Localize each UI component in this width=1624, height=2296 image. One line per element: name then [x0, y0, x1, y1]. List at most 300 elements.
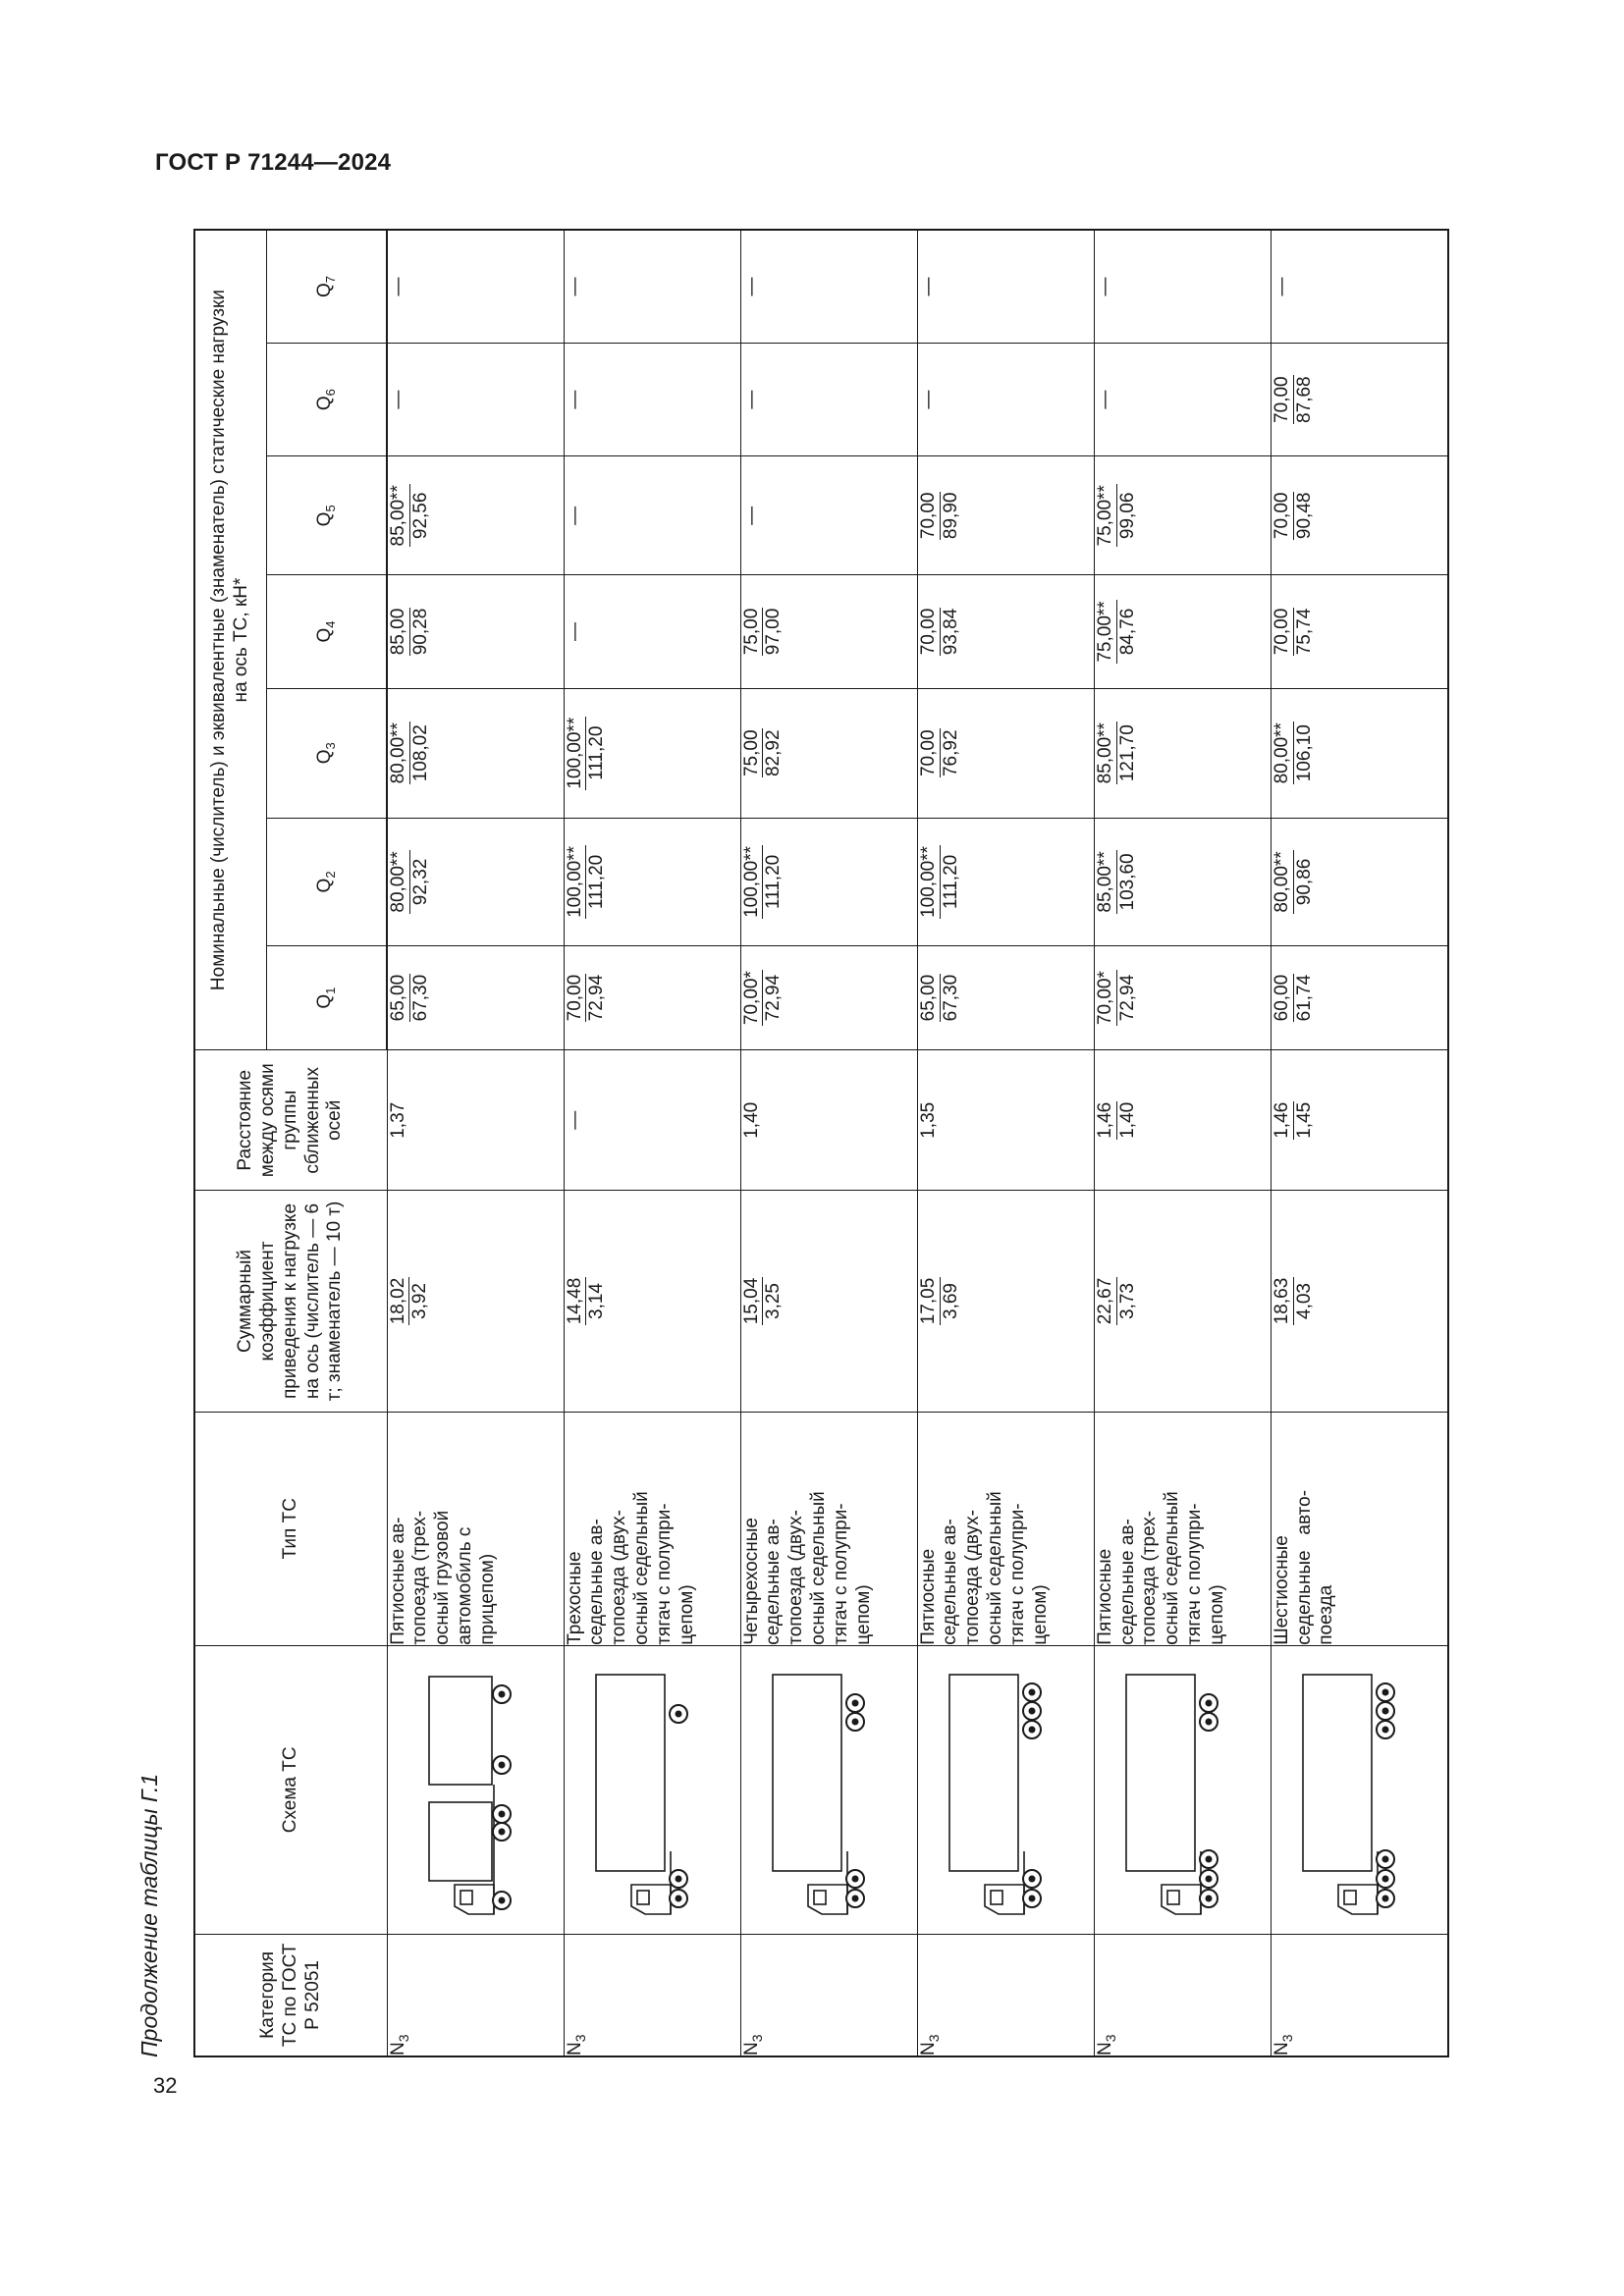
numerator: 100,00** — [564, 717, 585, 789]
q2-cell — [387, 818, 564, 945]
q4-cell — [387, 575, 564, 688]
numerator: 100,00** — [564, 845, 585, 918]
denominator: 82,92 — [763, 729, 785, 777]
denominator: 3,14 — [586, 1283, 608, 1319]
header-loads: Номинальные (числитель) и эквивалентные (знаменатель) статические нагрузки на ось ТС, кН* — [194, 230, 266, 1050]
vehicle-type-line: Шестиосные — [1271, 1535, 1292, 1645]
category-letter: N — [1271, 2042, 1292, 2056]
q1-cell — [1271, 946, 1448, 1050]
vehicle-type-cell — [1271, 1412, 1448, 1645]
category-cell — [740, 1934, 917, 2056]
q1-value-fraction — [918, 974, 962, 1023]
scheme-cell — [1271, 1645, 1448, 1934]
wheel-hub-icon — [675, 1711, 681, 1718]
numerator: 100,00** — [917, 845, 939, 918]
wheel-hub-icon — [1205, 1896, 1212, 1902]
numerator: 75,00** — [1094, 485, 1115, 547]
q4-cell — [740, 575, 917, 688]
denominator: 72,94 — [763, 974, 785, 1022]
numerator: 17,05 — [917, 1277, 939, 1325]
vehicle-scheme-icon — [1272, 1657, 1419, 1922]
distance-value: — — [564, 1110, 585, 1130]
vehicle-scheme-icon — [565, 1657, 712, 1922]
numerator: 85,00** — [1094, 851, 1115, 913]
wheel-hub-icon — [1205, 1700, 1212, 1707]
category-cell — [1271, 1934, 1448, 2056]
vehicle-type-cell — [740, 1412, 917, 1645]
vehicle-type-line: топоезда (трех- — [1139, 1510, 1161, 1645]
denominator: 75,74 — [1293, 608, 1315, 656]
numerator: 75,00 — [740, 729, 762, 777]
table-row — [387, 230, 564, 2056]
coef-cell — [917, 1191, 1094, 1412]
numerator: 70,00 — [917, 492, 939, 540]
q3-value-fraction — [918, 728, 962, 777]
denominator: 111,20 — [586, 725, 608, 780]
wheel-hub-icon — [851, 1876, 858, 1883]
vehicle-type-line: осный седельный — [808, 1491, 830, 1645]
q2-value-fraction — [388, 850, 432, 913]
category-cell — [387, 1934, 564, 2056]
semitrailer-body-icon — [1126, 1675, 1195, 1871]
q7-value: — — [917, 277, 939, 296]
q-letter: Q — [314, 396, 336, 411]
q5-cell — [917, 456, 1094, 575]
denominator: 4,03 — [1293, 1283, 1315, 1319]
q2-cell — [564, 818, 740, 945]
header-scheme: Схема ТС — [194, 1645, 387, 1934]
q3-value-fraction — [1095, 721, 1139, 784]
q6-cell — [917, 343, 1094, 455]
denominator: 76,92 — [940, 729, 961, 777]
q5-cell — [1094, 456, 1271, 575]
page-number: 32 — [153, 2073, 178, 2098]
header-coef: Суммарный коэффициент приведения к нагрузке на ось (числитель — 6 т; знаменатель — 10 т) — [194, 1191, 387, 1412]
distance-value: 1,35 — [917, 1101, 939, 1139]
vehicle-type-cell — [917, 1412, 1094, 1645]
q2-value-fraction — [1272, 850, 1316, 913]
denominator: 61,74 — [1293, 974, 1315, 1022]
q2-cell — [740, 818, 917, 945]
vehicle-type-line: тягач с полупри- — [653, 1503, 675, 1645]
q2-cell — [1094, 818, 1271, 945]
numerator: 75,00** — [1094, 601, 1115, 663]
q4-value-fraction — [1095, 600, 1139, 663]
q-subscript: 4 — [322, 620, 338, 628]
wheel-hub-icon — [1381, 1896, 1388, 1902]
q4-cell — [1271, 575, 1448, 688]
rotated-table-sheet — [136, 229, 1449, 2057]
denominator: 92,56 — [409, 492, 431, 540]
numerator: 18,02 — [387, 1277, 408, 1325]
q2-cell — [1271, 818, 1448, 945]
header-q7 — [266, 230, 387, 343]
vehicle-type-cell — [387, 1412, 564, 1645]
numerator: 60,00 — [1271, 974, 1292, 1022]
q3-cell — [1094, 688, 1271, 818]
table-row — [1271, 230, 1448, 2056]
q7-value: — — [1271, 277, 1292, 296]
distance-cell — [387, 1050, 564, 1191]
numerator: 70,00 — [1271, 376, 1292, 423]
numerator: 15,04 — [740, 1277, 762, 1325]
distance-value-fraction — [1272, 1101, 1316, 1140]
vehicle-type-line: топоезда (двух- — [609, 1510, 630, 1645]
vehicle-scheme-icon — [741, 1657, 889, 1922]
vehicle-type-line: цепом) — [676, 1584, 697, 1645]
q6-value-fraction — [1272, 375, 1316, 424]
coef-value-fraction — [1095, 1277, 1139, 1326]
wheel-hub-icon — [1028, 1708, 1035, 1715]
q2-value-fraction — [918, 845, 962, 919]
numerator: 80,00** — [1271, 722, 1292, 784]
vehicle-type-line: цепом) — [1029, 1584, 1051, 1645]
coef-value-fraction — [918, 1277, 962, 1326]
vehicle-type-line: седельные авто- — [1293, 1489, 1315, 1645]
category-letter: N — [564, 2042, 585, 2056]
denominator: 111,20 — [763, 854, 785, 910]
q6-cell — [564, 343, 740, 455]
vehicle-type-line: седельные ав- — [940, 1519, 961, 1645]
q3-value-fraction — [741, 728, 785, 777]
numerator: 70,00 — [917, 729, 939, 777]
wheel-hub-icon — [498, 1691, 505, 1698]
vehicle-type-line: Пятиосные ав- — [387, 1517, 408, 1645]
q2-cell — [917, 818, 1094, 945]
q-subscript: 2 — [322, 871, 338, 879]
q-letter: Q — [314, 878, 336, 893]
q-letter: Q — [314, 627, 336, 643]
wheel-hub-icon — [1028, 1727, 1035, 1734]
numerator: 80,00** — [388, 851, 408, 913]
q5-cell — [564, 456, 740, 575]
vehicle-scheme-icon — [388, 1657, 535, 1922]
document-header: ГОСТ Р 71244—2024 — [155, 149, 392, 176]
wheel-hub-icon — [675, 1896, 681, 1902]
category-letter: N — [740, 2042, 762, 2056]
numerator: 70,00* — [740, 971, 762, 1026]
distance-value: 1,37 — [387, 1101, 408, 1139]
vehicle-type-line: топоезда (двух- — [785, 1510, 807, 1645]
wheel-hub-icon — [498, 1897, 505, 1904]
wheel-hub-icon — [1381, 1708, 1388, 1715]
q4-value: — — [564, 621, 585, 641]
category-subscript: 3 — [395, 2034, 411, 2043]
category-letter: N — [917, 2042, 939, 2056]
distance-value: 1,40 — [740, 1101, 762, 1139]
coef-value-fraction — [388, 1277, 432, 1326]
numerator: 1,46 — [1271, 1101, 1292, 1139]
q-letter: Q — [314, 283, 336, 297]
q1-cell — [917, 946, 1094, 1050]
q6-value: — — [388, 390, 408, 409]
q1-value-fraction — [388, 974, 432, 1023]
cab-window-icon — [814, 1891, 826, 1904]
q7-value: — — [740, 277, 762, 296]
q1-value-fraction — [741, 970, 785, 1026]
q3-cell — [1271, 688, 1448, 818]
distance-cell — [564, 1050, 740, 1191]
q5-value-fraction — [388, 484, 432, 547]
q7-cell — [564, 230, 740, 343]
q3-value-fraction — [388, 721, 432, 784]
scheme-cell — [1094, 1645, 1271, 1934]
trailer-body-icon — [429, 1677, 492, 1785]
category-letter: N — [387, 2042, 408, 2056]
distance-value-fraction — [1095, 1101, 1139, 1140]
q7-value: — — [388, 277, 408, 296]
denominator: 111,20 — [940, 854, 961, 910]
q5-value: — — [740, 506, 762, 525]
vehicle-type-line: прицепом) — [476, 1553, 498, 1645]
category-cell — [1094, 1934, 1271, 2056]
vehicle-type-line: цепом) — [852, 1584, 874, 1645]
distance-cell — [740, 1050, 917, 1191]
vehicle-type-line: тягач с полупри- — [830, 1503, 851, 1645]
coef-cell — [387, 1191, 564, 1412]
wheel-hub-icon — [851, 1719, 858, 1726]
numerator: 85,00** — [1094, 722, 1115, 784]
wheel-hub-icon — [1028, 1689, 1035, 1696]
denominator: 1,40 — [1116, 1101, 1138, 1139]
numerator: 100,00** — [740, 845, 762, 918]
distance-cell — [1094, 1050, 1271, 1191]
q6-cell — [1271, 343, 1448, 455]
q7-cell — [387, 230, 564, 343]
vehicle-type-line: топоезда (двух- — [962, 1510, 984, 1645]
numerator: 80,00** — [1271, 851, 1292, 913]
wheel-hub-icon — [498, 1762, 505, 1769]
header-category: Категория ТС по ГОСТ Р 52051 — [194, 1934, 387, 2056]
vehicle-type-line: автомобиль с — [454, 1526, 475, 1645]
q7-cell — [917, 230, 1094, 343]
denominator: 72,94 — [1116, 974, 1138, 1022]
coef-cell — [740, 1191, 917, 1412]
denominator: 3,69 — [940, 1283, 961, 1319]
denominator: 3,25 — [763, 1283, 785, 1319]
numerator: 70,00 — [917, 608, 939, 656]
q1-value-fraction — [565, 974, 609, 1023]
header-q4 — [266, 575, 387, 688]
q-letter: Q — [314, 993, 336, 1009]
q7-cell — [1094, 230, 1271, 343]
header-q3 — [266, 688, 387, 818]
q2-value-fraction — [1095, 850, 1139, 913]
category-subscript: 3 — [925, 2034, 942, 2043]
numerator: 65,00 — [917, 974, 939, 1022]
category-subscript: 3 — [1102, 2034, 1118, 2043]
q4-value-fraction — [388, 608, 432, 657]
coef-value-fraction — [741, 1277, 785, 1326]
q2-value-fraction — [741, 845, 785, 919]
semitrailer-body-icon — [596, 1675, 665, 1871]
q6-value: — — [564, 390, 585, 409]
denominator: 103,60 — [1116, 853, 1138, 911]
numerator: 70,00 — [1271, 608, 1292, 656]
vehicle-type-line: поезда — [1316, 1584, 1337, 1645]
q6-cell — [740, 343, 917, 455]
header-q5 — [266, 456, 387, 575]
vehicle-type-line: Четырехосные — [740, 1518, 762, 1645]
category-subscript: 3 — [748, 2034, 765, 2043]
denominator: 90,86 — [1293, 858, 1315, 906]
q-subscript: 7 — [322, 275, 338, 284]
header-q6 — [266, 343, 387, 455]
q3-cell — [917, 688, 1094, 818]
cab-window-icon — [1167, 1891, 1179, 1904]
vehicle-type-line: осный седельный — [985, 1491, 1006, 1645]
distance-cell — [917, 1050, 1094, 1191]
q6-cell — [1094, 343, 1271, 455]
category-subscript: 3 — [1278, 2034, 1295, 2043]
truck-body-icon — [429, 1802, 492, 1881]
header-q1 — [266, 946, 387, 1050]
numerator: 70,00 — [1271, 492, 1292, 540]
vehicle-type-line: топоезда (трех- — [409, 1510, 431, 1645]
numerator: 85,00** — [388, 485, 408, 547]
table-caption: Продолжение таблицы Г.1 — [136, 1773, 162, 2057]
denominator: 111,20 — [586, 854, 608, 910]
vehicle-type-cell — [1094, 1412, 1271, 1645]
q3-cell — [387, 688, 564, 818]
wheel-hub-icon — [1205, 1719, 1212, 1726]
header-q2 — [266, 818, 387, 945]
q-subscript: 5 — [322, 505, 338, 512]
numerator: 65,00 — [388, 974, 408, 1022]
q7-cell — [740, 230, 917, 343]
denominator: 1,45 — [1293, 1101, 1315, 1139]
q-subscript: 3 — [322, 742, 338, 750]
wheel-hub-icon — [1381, 1689, 1388, 1696]
table-row — [740, 230, 917, 2056]
numerator: 18,63 — [1271, 1277, 1292, 1325]
wheel-hub-icon — [1381, 1876, 1388, 1883]
denominator: 89,90 — [940, 492, 961, 540]
scheme-cell — [740, 1645, 917, 1934]
wheel-hub-icon — [1028, 1896, 1035, 1902]
wheel-hub-icon — [498, 1829, 505, 1836]
vehicle-type-line: осный седельный — [1162, 1491, 1183, 1645]
semitrailer-body-icon — [949, 1675, 1018, 1871]
cab-window-icon — [637, 1891, 649, 1904]
scheme-cell — [917, 1645, 1094, 1934]
numerator: 75,00 — [740, 608, 762, 656]
distance-cell — [1271, 1050, 1448, 1191]
numerator: 70,00* — [1094, 971, 1115, 1026]
denominator: 3,92 — [409, 1283, 431, 1319]
header-type: Тип ТС — [194, 1412, 387, 1645]
denominator: 108,02 — [409, 724, 431, 782]
denominator: 90,28 — [409, 608, 431, 656]
q1-cell — [564, 946, 740, 1050]
denominator: 90,48 — [1293, 492, 1315, 540]
wheel-hub-icon — [1381, 1727, 1388, 1734]
q3-cell — [740, 688, 917, 818]
q-letter: Q — [314, 511, 336, 527]
q5-value-fraction — [918, 492, 962, 541]
vehicle-type-line: Пятиосные — [1094, 1548, 1115, 1645]
coef-value-fraction — [565, 1277, 609, 1326]
q4-value-fraction — [918, 608, 962, 657]
coef-cell — [1271, 1191, 1448, 1412]
denominator: 92,32 — [409, 858, 431, 906]
denominator: 3,73 — [1116, 1283, 1138, 1319]
wheel-hub-icon — [1028, 1876, 1035, 1883]
q-subscript: 1 — [322, 987, 338, 994]
q6-value: — — [740, 390, 762, 409]
semitrailer-body-icon — [773, 1675, 841, 1871]
denominator: 67,30 — [940, 974, 961, 1022]
vehicle-scheme-icon — [918, 1657, 1065, 1922]
vehicle-type-line: цепом) — [1206, 1584, 1227, 1645]
q1-cell — [740, 946, 917, 1050]
denominator: 97,00 — [763, 608, 785, 656]
category-subscript: 3 — [571, 2034, 588, 2043]
q5-cell — [1271, 456, 1448, 575]
vehicle-type-cell — [564, 1412, 740, 1645]
numerator: 85,00 — [388, 608, 408, 656]
wheel-hub-icon — [851, 1896, 858, 1902]
q7-value: — — [1094, 277, 1115, 296]
q4-value-fraction — [1272, 608, 1316, 657]
denominator: 121,70 — [1116, 724, 1138, 782]
table-row — [564, 230, 740, 2056]
q1-value-fraction — [1272, 974, 1316, 1023]
denominator: 84,76 — [1116, 608, 1138, 656]
cab-window-icon — [1344, 1891, 1356, 1904]
q5-cell — [387, 456, 564, 575]
table-body — [387, 230, 1448, 2056]
vehicle-type-line: Трехосные — [564, 1551, 585, 1645]
vehicle-type-line: осный седельный — [630, 1491, 652, 1645]
q7-value: — — [564, 277, 585, 296]
wheel-hub-icon — [675, 1876, 681, 1883]
q3-value-fraction — [565, 717, 609, 790]
numerator: 70,00 — [564, 974, 585, 1022]
vehicle-type-line: осный грузовой — [432, 1510, 454, 1645]
denominator: 99,06 — [1116, 492, 1138, 540]
q4-value-fraction — [741, 608, 785, 657]
coef-value-fraction — [1272, 1277, 1316, 1326]
q-letter: Q — [314, 749, 336, 765]
q6-cell — [387, 343, 564, 455]
vehicle-type-line: тягач с полупри- — [1183, 1503, 1205, 1645]
scheme-cell — [387, 1645, 564, 1934]
axle-load-table — [193, 229, 1449, 2057]
denominator: 72,94 — [586, 974, 608, 1022]
category-cell — [917, 1934, 1094, 2056]
wheel-hub-icon — [851, 1700, 858, 1707]
q-subscript: 6 — [322, 389, 338, 397]
denominator: 93,84 — [940, 608, 961, 656]
numerator: 14,48 — [564, 1277, 585, 1325]
q3-value-fraction — [1272, 721, 1316, 784]
q2-value-fraction — [565, 845, 609, 919]
q5-cell — [740, 456, 917, 575]
vehicle-type-line: седельные ав- — [1116, 1519, 1138, 1645]
denominator: 67,30 — [409, 974, 431, 1022]
q4-cell — [917, 575, 1094, 688]
wheel-hub-icon — [1205, 1876, 1212, 1883]
numerator: 80,00** — [388, 722, 408, 784]
q5-value-fraction — [1272, 492, 1316, 541]
q4-cell — [1094, 575, 1271, 688]
q1-value-fraction — [1095, 970, 1139, 1026]
category-cell — [564, 1934, 740, 2056]
q7-cell — [1271, 230, 1448, 343]
vehicle-type-line: Пятиосные — [917, 1548, 939, 1645]
coef-cell — [1094, 1191, 1271, 1412]
